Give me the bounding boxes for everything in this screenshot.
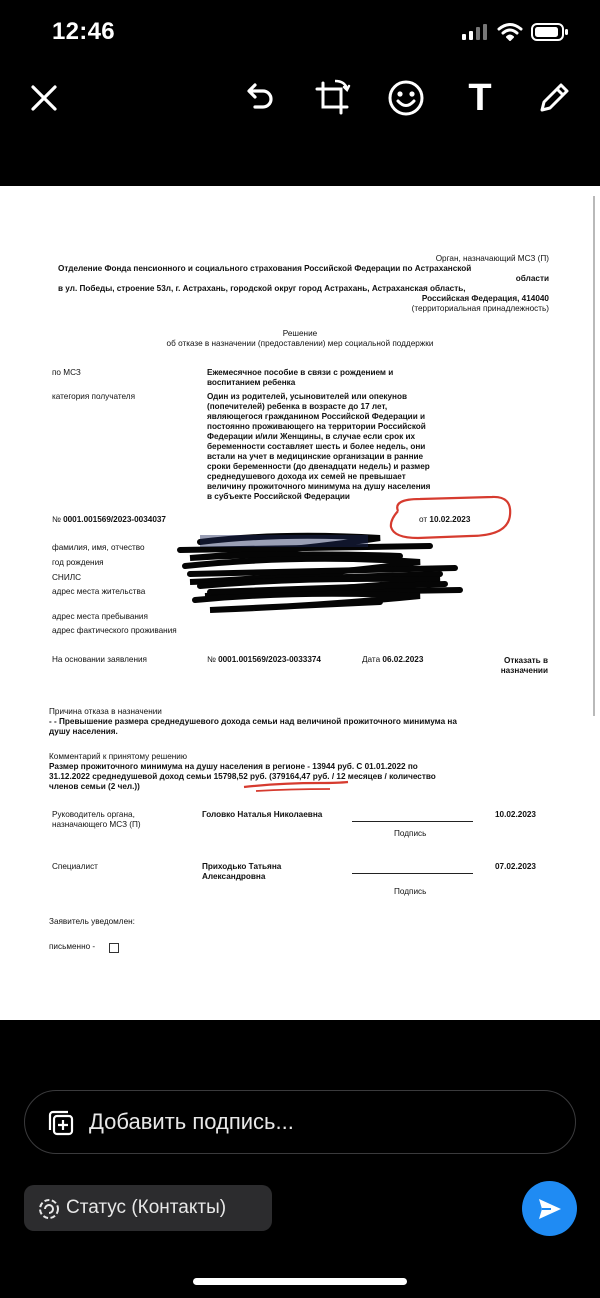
text-icon: T — [468, 76, 492, 119]
reason-line1: - - Превышение размера среднедушевого дохода семьи над величиной прожиточного минимума на — [49, 717, 457, 726]
head-label-2: назначающего МСЗ (П) — [52, 820, 141, 829]
basis-decision-2: назначении — [500, 666, 548, 675]
signal-icon — [462, 24, 488, 40]
draw-button[interactable] — [530, 74, 578, 122]
caption-input[interactable] — [24, 1090, 576, 1154]
editor-toolbar — [0, 70, 600, 126]
basis-date-label: Дата — [362, 655, 381, 664]
send-icon — [537, 1196, 563, 1222]
close-button[interactable] — [20, 74, 68, 122]
undo-icon — [241, 83, 275, 113]
pencil-icon — [537, 81, 571, 115]
header-line3: области — [515, 274, 549, 283]
battery-icon — [531, 22, 569, 42]
status-icon — [38, 1198, 60, 1220]
send-button[interactable] — [522, 1181, 577, 1236]
status-chip-label: Статус (Контакты) — [66, 1197, 227, 1218]
birth-year-label: год рождения — [52, 558, 104, 567]
comment-line3: членов семьи (2 чел.)) — [49, 782, 140, 791]
reason-label: Причина отказа в назначении — [49, 707, 162, 716]
redaction-highlight — [200, 535, 368, 547]
header-line6: (территориальная принадлежность) — [411, 304, 549, 313]
clock: 12:46 — [52, 18, 115, 45]
crop-rotate-button[interactable] — [308, 74, 356, 122]
category-line: встали на учет в медицинские организации в ранние — [207, 452, 424, 461]
category-line: Федерации и/или Женщины, в случае если срок их — [207, 432, 416, 441]
underline-annotation-2 — [256, 789, 330, 791]
mss-label: по МСЗ — [52, 368, 81, 377]
header-line5: Российская Федерация, 414040 — [421, 294, 549, 303]
notified-label: Заявитель уведомлен: — [49, 917, 135, 926]
basis-decision-1: Отказать в — [504, 656, 548, 665]
status-recipients-chip[interactable] — [24, 1185, 272, 1231]
category-line: (попечителей) ребенка в возрасте до 17 лет, — [207, 402, 388, 411]
category-label: категория получателя — [52, 392, 136, 401]
head-date: 10.02.2023 — [495, 810, 536, 819]
comment-line1: Размер прожиточного минимума на душу населения в регионе - 13944 руб. С 01.01.2022 по — [49, 762, 418, 771]
home-indicator[interactable] — [193, 1278, 407, 1285]
doc-title: Решение — [282, 329, 318, 338]
fio-label: фамилия, имя, отчество — [52, 543, 145, 552]
head-label-1: Руководитель органа, — [52, 810, 135, 819]
document-image — [0, 186, 600, 1020]
stay-label: адрес места пребывания — [52, 612, 148, 621]
category-line: в субъекте Российской Федерации — [207, 492, 350, 501]
caption-placeholder: Добавить подпись... — [89, 1109, 294, 1134]
category-line: Один из родителей, усыновителей или опекунов — [207, 392, 408, 401]
header-line4: в ул. Победы, строение 53л, г. Астрахань, городской округ город Астрахань, Астраханская область, — [58, 284, 466, 293]
header-line1: Орган, назначающий МСЗ (П) — [435, 254, 549, 263]
comment-line2: 31.12.2022 среднедушевой доход семьи 15798,52 руб. (379164,47 руб. / 12 месяцев / количество — [49, 772, 436, 781]
category-line: являющегося гражданином Российской Федерации и — [207, 412, 426, 421]
category-line: величину прожиточного минимума на душу населения — [207, 482, 431, 491]
date-circle-annotation — [391, 497, 510, 538]
head-name: Головко Наталья Николаевна — [202, 810, 323, 819]
decision-number-value: 0001.001569/2023-0034037 — [63, 515, 166, 524]
category-line: постоянно проживающего на территории Российской — [207, 422, 426, 431]
comment-label: Комментарий к принятому решению — [49, 752, 187, 761]
actual-address-label: адрес фактического проживания — [52, 626, 177, 635]
residence-label: адрес места жительства — [52, 587, 146, 596]
category-line: беременности составляет шесть и более недель, они — [207, 442, 426, 451]
category-line: среднедушевого дохода их семей не превышает — [207, 472, 406, 481]
basis-date-value: 06.02.2023 — [382, 655, 424, 664]
status-bar — [0, 0, 600, 64]
snils-label: СНИЛС — [52, 573, 81, 582]
category-line: сроки беременности (до двенадцати недель) и размер — [207, 462, 430, 471]
close-icon — [30, 84, 58, 112]
written-label: письменно - — [49, 942, 96, 951]
mss-value-2: воспитанием ребенка — [207, 378, 296, 387]
specialist-sign-caption: Подпись — [394, 887, 427, 896]
basis-label: На основании заявления — [52, 655, 147, 664]
undo-button[interactable] — [234, 74, 282, 122]
mss-value-1: Ежемесячное пособие в связи с рождением и — [207, 368, 394, 377]
wifi-icon — [497, 22, 523, 42]
text-button[interactable] — [456, 74, 504, 122]
underline-annotation-1 — [244, 782, 348, 787]
decision-number-prefix: № — [52, 515, 61, 524]
decision-date-value: 10.02.2023 — [429, 515, 471, 524]
basis-number-prefix: № — [207, 655, 216, 664]
markup-layer — [0, 186, 600, 1020]
head-sign-caption: Подпись — [394, 829, 427, 838]
emoji-icon — [387, 79, 425, 117]
specialist-label: Специалист — [52, 862, 98, 871]
add-sticker-icon — [47, 1109, 75, 1137]
doc-subtitle: об отказе в назначении (предоставлении) мер социальной поддержки — [166, 339, 434, 348]
specialist-date: 07.02.2023 — [495, 862, 536, 871]
crop-rotate-icon — [313, 79, 351, 117]
specialist-name-2: Александровна — [202, 872, 266, 881]
decision-date-prefix: от — [419, 515, 428, 524]
header-line2: Отделение Фонда пенсионного и социального страхования Российской Федерации по Астраханской — [58, 264, 472, 273]
specialist-name-1: Приходько Татьяна — [202, 862, 282, 871]
basis-number-value: 0001.001569/2023-0033374 — [218, 655, 321, 664]
reason-line2: душу населения. — [49, 727, 118, 736]
sticker-button[interactable] — [382, 74, 430, 122]
